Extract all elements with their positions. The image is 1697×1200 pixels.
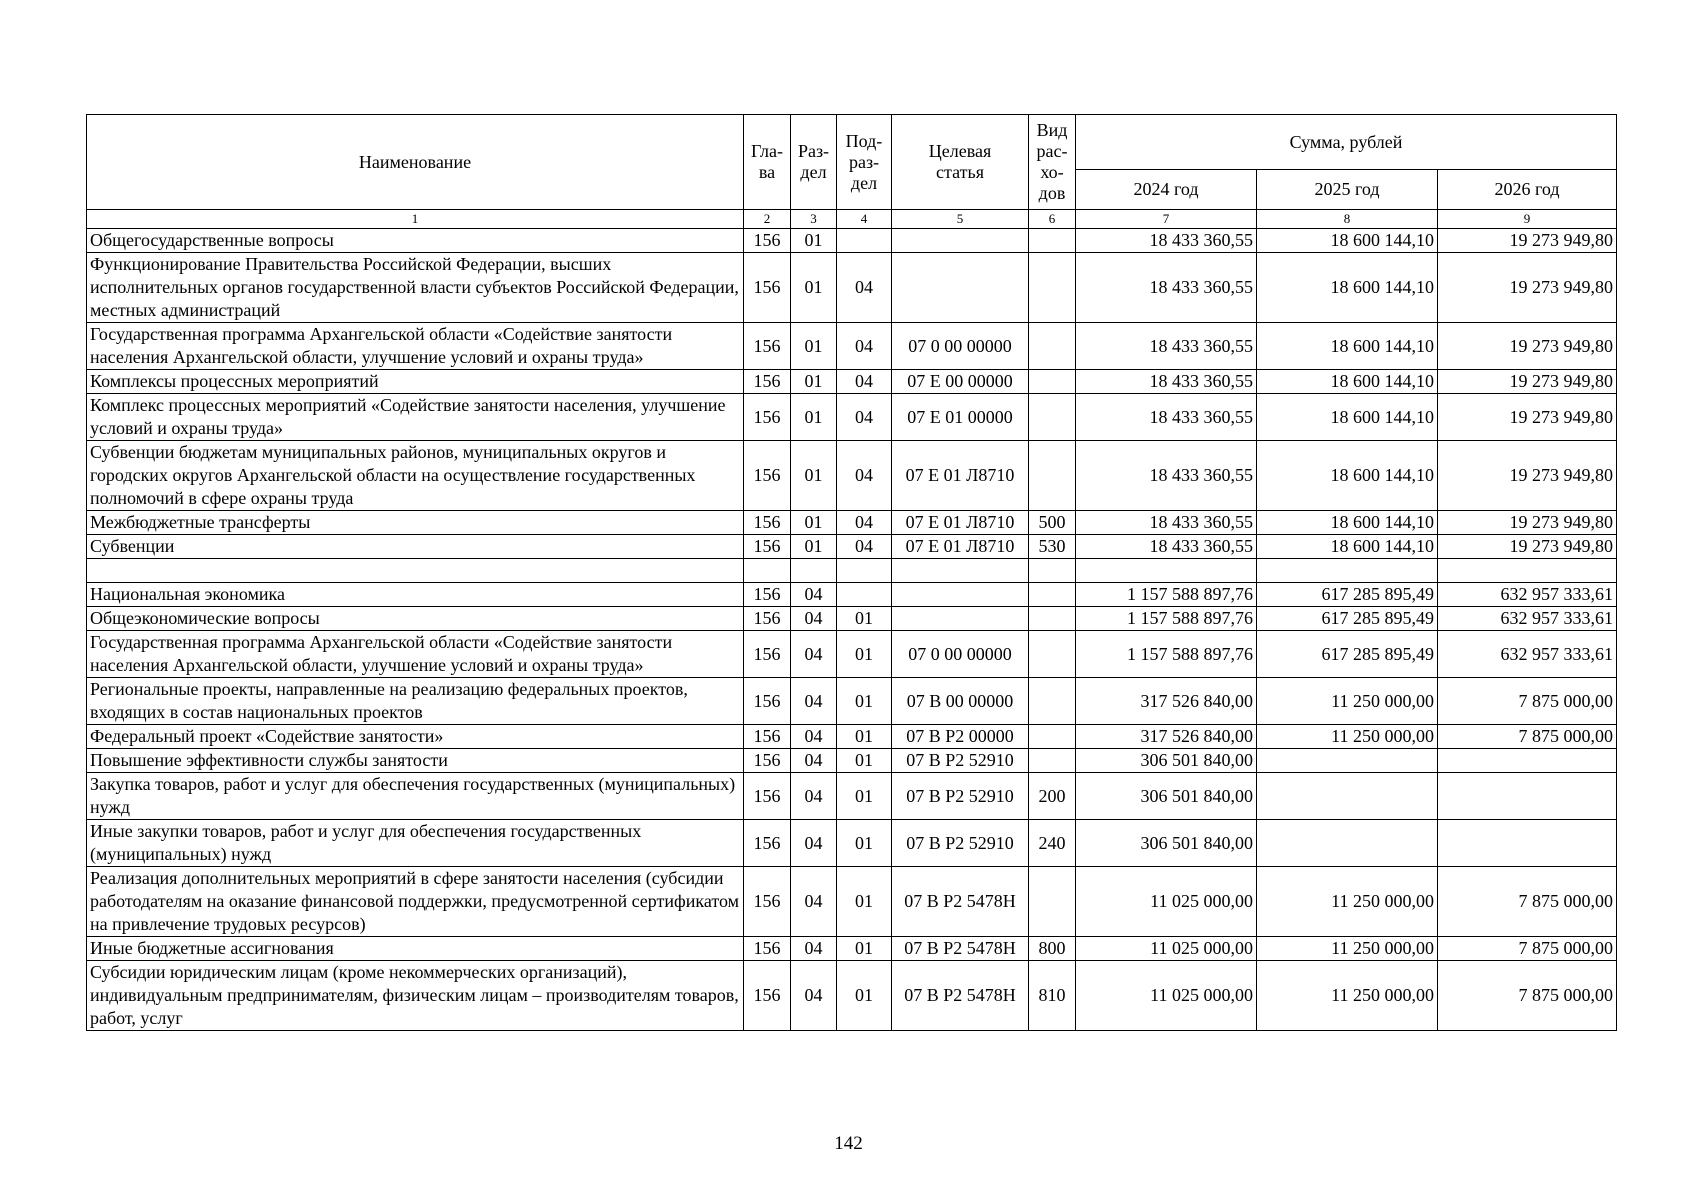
cell-name	[87, 559, 744, 583]
cell-expense-type: 240	[1029, 820, 1076, 867]
cell-razdel: 04	[791, 937, 837, 961]
table-body	[87, 229, 1617, 1031]
cell-podrazdel: 04	[837, 535, 892, 559]
header-year-2024: 2024 год	[1076, 170, 1257, 210]
cell-sum-2025: 18 600 144,10	[1257, 323, 1438, 370]
cell-name: Повышение эффективности службы занятости	[87, 749, 744, 773]
cell-sum-2025: 617 285 895,49	[1257, 583, 1438, 607]
cell-target-article	[892, 607, 1029, 631]
cell-sum-2024: 18 433 360,55	[1076, 441, 1257, 511]
cell-glava: 156	[744, 678, 791, 725]
cell-sum-2025	[1257, 559, 1438, 583]
cell-podrazdel: 01	[837, 678, 892, 725]
cell-sum-2024: 306 501 840,00	[1076, 820, 1257, 867]
header-expense-type: Вид рас- хо- дов	[1029, 115, 1076, 210]
table-row	[87, 961, 1617, 1031]
cell-razdel	[791, 559, 837, 583]
cell-razdel: 01	[791, 511, 837, 535]
cell-sum-2026: 7 875 000,00	[1438, 867, 1617, 937]
cell-name: Региональные проекты, направленные на реализацию федеральных проектов, входящих в состав национальных проектов	[87, 678, 744, 725]
cell-sum-2026: 19 273 949,80	[1438, 394, 1617, 441]
header-name: Наименование	[87, 115, 744, 210]
cell-razdel: 01	[791, 323, 837, 370]
cell-expense-type: 800	[1029, 937, 1076, 961]
cell-name: Комплексы процессных мероприятий	[87, 370, 744, 394]
column-number: 8	[1257, 210, 1438, 229]
cell-target-article: 07 В Р2 00000	[892, 725, 1029, 749]
cell-sum-2024: 306 501 840,00	[1076, 749, 1257, 773]
cell-expense-type	[1029, 559, 1076, 583]
budget-table	[86, 114, 1617, 1031]
cell-name: Функционирование Правительства Российской Федерации, высших исполнительных органов государственной власти субъектов Российской Федерации, местных администраций	[87, 253, 744, 323]
cell-razdel: 04	[791, 607, 837, 631]
cell-target-article	[892, 229, 1029, 253]
cell-razdel: 04	[791, 631, 837, 678]
cell-expense-type	[1029, 867, 1076, 937]
cell-sum-2026: 19 273 949,80	[1438, 229, 1617, 253]
cell-sum-2024: 317 526 840,00	[1076, 678, 1257, 725]
cell-glava: 156	[744, 773, 791, 820]
cell-name: Реализация дополнительных мероприятий в сфере занятости населения (субсидии работодателям на оказание финансовой поддержки, предусмотренной сертификатом на привлечение трудовых ресурсов)	[87, 867, 744, 937]
cell-sum-2025	[1257, 820, 1438, 867]
table-row	[87, 370, 1617, 394]
cell-razdel: 04	[791, 773, 837, 820]
cell-sum-2024: 18 433 360,55	[1076, 229, 1257, 253]
cell-sum-2026	[1438, 749, 1617, 773]
cell-name: Комплекс процессных мероприятий «Содействие занятости населения, улучшение условий и охраны труда»	[87, 394, 744, 441]
cell-podrazdel: 04	[837, 370, 892, 394]
cell-sum-2025: 11 250 000,00	[1257, 678, 1438, 725]
cell-target-article: 07 0 00 00000	[892, 631, 1029, 678]
cell-glava: 156	[744, 607, 791, 631]
table-row	[87, 631, 1617, 678]
cell-target-article: 07 Е 01 Л8710	[892, 441, 1029, 511]
table-row	[87, 535, 1617, 559]
cell-podrazdel: 01	[837, 961, 892, 1031]
cell-expense-type	[1029, 441, 1076, 511]
cell-razdel: 04	[791, 749, 837, 773]
table-row	[87, 559, 1617, 583]
cell-sum-2025: 617 285 895,49	[1257, 607, 1438, 631]
cell-sum-2024: 306 501 840,00	[1076, 773, 1257, 820]
cell-podrazdel: 04	[837, 253, 892, 323]
cell-target-article: 07 В 00 00000	[892, 678, 1029, 725]
cell-sum-2026	[1438, 559, 1617, 583]
column-number: 9	[1438, 210, 1617, 229]
cell-sum-2026	[1438, 820, 1617, 867]
cell-glava	[744, 559, 791, 583]
cell-sum-2026	[1438, 773, 1617, 820]
header-glava: Гла- ва	[744, 115, 791, 210]
cell-expense-type: 500	[1029, 511, 1076, 535]
cell-sum-2024: 11 025 000,00	[1076, 867, 1257, 937]
cell-sum-2025: 11 250 000,00	[1257, 937, 1438, 961]
column-number: 5	[892, 210, 1029, 229]
cell-name: Межбюджетные трансферты	[87, 511, 744, 535]
cell-sum-2025: 11 250 000,00	[1257, 961, 1438, 1031]
column-number: 6	[1029, 210, 1076, 229]
table-header	[87, 115, 1617, 229]
cell-sum-2025: 18 600 144,10	[1257, 253, 1438, 323]
cell-expense-type	[1029, 253, 1076, 323]
cell-expense-type	[1029, 725, 1076, 749]
cell-glava: 156	[744, 253, 791, 323]
cell-sum-2024: 1 157 588 897,76	[1076, 607, 1257, 631]
table-row	[87, 583, 1617, 607]
cell-sum-2025: 11 250 000,00	[1257, 867, 1438, 937]
cell-podrazdel: 01	[837, 725, 892, 749]
cell-target-article	[892, 583, 1029, 607]
cell-sum-2026: 19 273 949,80	[1438, 253, 1617, 323]
cell-glava: 156	[744, 323, 791, 370]
cell-razdel: 01	[791, 370, 837, 394]
cell-podrazdel: 04	[837, 394, 892, 441]
cell-sum-2024: 18 433 360,55	[1076, 370, 1257, 394]
cell-razdel: 01	[791, 394, 837, 441]
cell-expense-type: 810	[1029, 961, 1076, 1031]
table-row	[87, 867, 1617, 937]
cell-target-article: 07 Е 01 Л8710	[892, 511, 1029, 535]
cell-target-article: 07 В Р2 5478Н	[892, 937, 1029, 961]
cell-sum-2025: 18 600 144,10	[1257, 441, 1438, 511]
cell-target-article: 07 0 00 00000	[892, 323, 1029, 370]
cell-expense-type	[1029, 583, 1076, 607]
cell-sum-2025: 18 600 144,10	[1257, 535, 1438, 559]
cell-glava: 156	[744, 370, 791, 394]
cell-sum-2024: 18 433 360,55	[1076, 511, 1257, 535]
table-row	[87, 820, 1617, 867]
cell-glava: 156	[744, 511, 791, 535]
cell-glava: 156	[744, 535, 791, 559]
header-year-2025: 2025 год	[1257, 170, 1438, 210]
cell-target-article: 07 В Р2 52910	[892, 773, 1029, 820]
cell-glava: 156	[744, 867, 791, 937]
column-number: 4	[837, 210, 892, 229]
cell-sum-2025: 617 285 895,49	[1257, 631, 1438, 678]
cell-sum-2024: 1 157 588 897,76	[1076, 583, 1257, 607]
cell-razdel: 01	[791, 441, 837, 511]
cell-name: Субсидии юридическим лицам (кроме некоммерческих организаций), индивидуальным предпринимателям, физическим лицам – производителям товаров, работ, услуг	[87, 961, 744, 1031]
cell-name: Государственная программа Архангельской области «Содействие занятости населения Архангельской области, улучшение условий и охраны труда»	[87, 323, 744, 370]
cell-sum-2026: 632 957 333,61	[1438, 631, 1617, 678]
table-row	[87, 678, 1617, 725]
cell-podrazdel: 04	[837, 323, 892, 370]
cell-glava: 156	[744, 820, 791, 867]
cell-sum-2024: 18 433 360,55	[1076, 323, 1257, 370]
cell-podrazdel: 01	[837, 749, 892, 773]
table-row	[87, 394, 1617, 441]
cell-glava: 156	[744, 937, 791, 961]
cell-sum-2026: 19 273 949,80	[1438, 370, 1617, 394]
cell-sum-2025: 18 600 144,10	[1257, 370, 1438, 394]
table-row	[87, 749, 1617, 773]
cell-name: Закупка товаров, работ и услуг для обеспечения государственных (муниципальных) нужд	[87, 773, 744, 820]
cell-razdel: 04	[791, 725, 837, 749]
cell-glava: 156	[744, 229, 791, 253]
cell-sum-2025	[1257, 773, 1438, 820]
cell-sum-2026: 7 875 000,00	[1438, 678, 1617, 725]
cell-podrazdel: 01	[837, 607, 892, 631]
cell-glava: 156	[744, 394, 791, 441]
page-number: 142	[834, 1133, 863, 1154]
cell-expense-type	[1029, 323, 1076, 370]
cell-razdel: 04	[791, 820, 837, 867]
cell-sum-2025: 18 600 144,10	[1257, 394, 1438, 441]
cell-target-article: 07 Е 01 Л8710	[892, 535, 1029, 559]
cell-sum-2026: 7 875 000,00	[1438, 725, 1617, 749]
column-number-row	[87, 210, 1617, 229]
cell-podrazdel	[837, 583, 892, 607]
cell-podrazdel: 04	[837, 511, 892, 535]
cell-sum-2025: 18 600 144,10	[1257, 511, 1438, 535]
cell-target-article: 07 Е 00 00000	[892, 370, 1029, 394]
cell-target-article: 07 В Р2 52910	[892, 749, 1029, 773]
cell-podrazdel: 04	[837, 441, 892, 511]
table-row	[87, 253, 1617, 323]
header-podrazdel: Под- раз- дел	[837, 115, 892, 210]
cell-podrazdel	[837, 559, 892, 583]
cell-sum-2026: 19 273 949,80	[1438, 441, 1617, 511]
cell-podrazdel: 01	[837, 867, 892, 937]
cell-razdel: 01	[791, 535, 837, 559]
cell-expense-type	[1029, 607, 1076, 631]
table-row	[87, 229, 1617, 253]
cell-sum-2024: 317 526 840,00	[1076, 725, 1257, 749]
cell-target-article: 07 В Р2 5478Н	[892, 867, 1029, 937]
table-row	[87, 937, 1617, 961]
cell-razdel: 04	[791, 583, 837, 607]
cell-sum-2024: 1 157 588 897,76	[1076, 631, 1257, 678]
cell-name: Общеэкономические вопросы	[87, 607, 744, 631]
cell-name: Национальная экономика	[87, 583, 744, 607]
cell-sum-2026: 19 273 949,80	[1438, 511, 1617, 535]
cell-podrazdel: 01	[837, 631, 892, 678]
cell-expense-type	[1029, 749, 1076, 773]
cell-expense-type	[1029, 394, 1076, 441]
column-number: 1	[87, 210, 744, 229]
cell-sum-2026: 19 273 949,80	[1438, 535, 1617, 559]
table-row	[87, 773, 1617, 820]
column-number: 3	[791, 210, 837, 229]
header-razdel: Раз- дел	[791, 115, 837, 210]
cell-podrazdel: 01	[837, 773, 892, 820]
cell-target-article: 07 В Р2 52910	[892, 820, 1029, 867]
cell-expense-type	[1029, 229, 1076, 253]
cell-target-article	[892, 559, 1029, 583]
cell-name: Общегосударственные вопросы	[87, 229, 744, 253]
cell-sum-2024	[1076, 559, 1257, 583]
cell-podrazdel	[837, 229, 892, 253]
cell-name: Федеральный проект «Содействие занятости»	[87, 725, 744, 749]
cell-target-article	[892, 253, 1029, 323]
cell-glava: 156	[744, 961, 791, 1031]
cell-sum-2024: 18 433 360,55	[1076, 253, 1257, 323]
header-sum: Сумма, рублей	[1076, 115, 1617, 170]
cell-podrazdel: 01	[837, 820, 892, 867]
cell-target-article: 07 Е 01 00000	[892, 394, 1029, 441]
cell-sum-2025	[1257, 749, 1438, 773]
cell-expense-type: 530	[1029, 535, 1076, 559]
header-target-article: Целевая статья	[892, 115, 1029, 210]
table-row	[87, 323, 1617, 370]
cell-sum-2026: 632 957 333,61	[1438, 607, 1617, 631]
table-row	[87, 607, 1617, 631]
cell-name: Иные закупки товаров, работ и услуг для обеспечения государственных (муниципальных) нужд	[87, 820, 744, 867]
cell-razdel: 04	[791, 961, 837, 1031]
table-row	[87, 511, 1617, 535]
cell-sum-2024: 11 025 000,00	[1076, 937, 1257, 961]
cell-sum-2024: 18 433 360,55	[1076, 394, 1257, 441]
cell-glava: 156	[744, 583, 791, 607]
cell-razdel: 01	[791, 253, 837, 323]
cell-sum-2024: 11 025 000,00	[1076, 961, 1257, 1031]
cell-razdel: 04	[791, 678, 837, 725]
cell-sum-2024: 18 433 360,55	[1076, 535, 1257, 559]
cell-glava: 156	[744, 725, 791, 749]
table-row	[87, 441, 1617, 511]
cell-name: Иные бюджетные ассигнования	[87, 937, 744, 961]
column-number: 2	[744, 210, 791, 229]
cell-sum-2026: 19 273 949,80	[1438, 323, 1617, 370]
cell-name: Субвенции бюджетам муниципальных районов, муниципальных округов и городских округов Архангельской области на осуществление государственных полномочий в сфере охраны труда	[87, 441, 744, 511]
cell-name: Государственная программа Архангельской области «Содействие занятости населения Архангельской области, улучшение условий и охраны труда»	[87, 631, 744, 678]
cell-expense-type	[1029, 678, 1076, 725]
column-number: 7	[1076, 210, 1257, 229]
cell-sum-2025: 18 600 144,10	[1257, 229, 1438, 253]
header-year-2026: 2026 год	[1438, 170, 1617, 210]
cell-razdel: 01	[791, 229, 837, 253]
table-row	[87, 725, 1617, 749]
cell-name: Субвенции	[87, 535, 744, 559]
cell-expense-type	[1029, 631, 1076, 678]
cell-glava: 156	[744, 441, 791, 511]
cell-sum-2025: 11 250 000,00	[1257, 725, 1438, 749]
cell-expense-type: 200	[1029, 773, 1076, 820]
cell-target-article: 07 В Р2 5478Н	[892, 961, 1029, 1031]
cell-expense-type	[1029, 370, 1076, 394]
cell-sum-2026: 7 875 000,00	[1438, 961, 1617, 1031]
cell-glava: 156	[744, 749, 791, 773]
cell-sum-2026: 7 875 000,00	[1438, 937, 1617, 961]
cell-razdel: 04	[791, 867, 837, 937]
cell-glava: 156	[744, 631, 791, 678]
cell-podrazdel: 01	[837, 937, 892, 961]
cell-sum-2026: 632 957 333,61	[1438, 583, 1617, 607]
